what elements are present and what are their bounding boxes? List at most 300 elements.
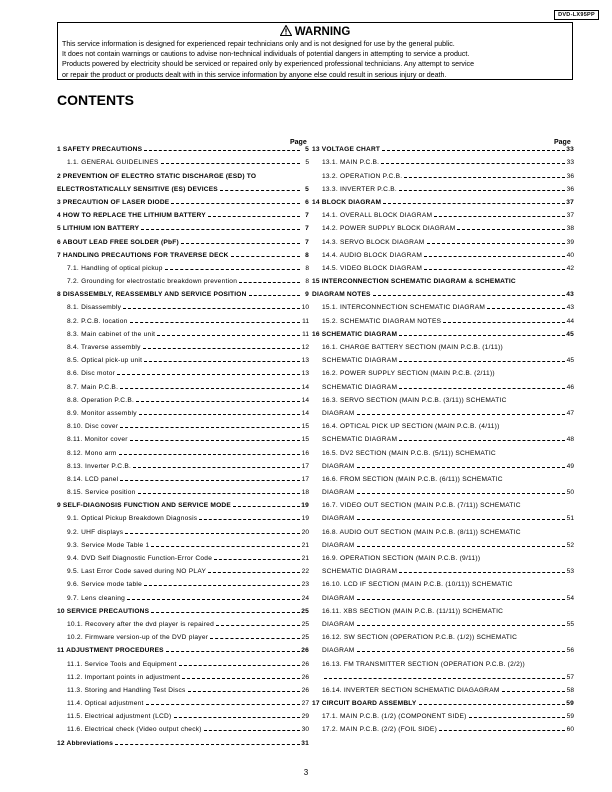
toc-entry[interactable] [57,180,309,193]
toc-entry-page: 18 [301,489,309,497]
toc-entry[interactable] [312,338,574,351]
toc-entry-page: 15 [301,423,309,431]
warning-title-text: WARNING [294,26,351,38]
toc-entry-page: 19 [301,515,309,523]
toc-entry-title: 8.11. Monitor cover [67,436,128,444]
toc-leader [208,216,300,217]
toc-entry-title: 7.1. Handling of optical pickup [67,264,163,272]
toc-entry[interactable] [57,153,309,166]
toc-leader [204,730,300,731]
toc-leader [119,454,300,455]
toc-entry-title: 7.2. Grounding for electrostatic breakdown prevention [67,278,238,286]
toc-entry-title: 11.3. Storing and Handling Test Discs [67,686,186,694]
toc-leader [419,704,565,705]
page-number: 3 [303,768,309,777]
toc-entry-page: 46 [566,383,574,391]
toc-entry-page: 52 [566,541,574,549]
toc-entry-title: 16.12. SW SECTION (OPERATION P.C.B. (1/2)) SCHEMATIC [322,634,518,642]
toc-entry-title: 8.2. P.C.B. location [67,317,128,325]
toc-entry-title: 17 CIRCUIT BOARD ASSEMBLY [312,700,417,708]
toc-entry-page: 33 [566,159,574,167]
toc-entry-page: 59 [566,700,574,708]
toc-entry[interactable] [312,153,574,166]
toc-entry-title: 8.7. Main P.C.B. [67,383,119,391]
toc-leader [487,308,565,309]
toc-entry-title: 16.1. CHARGE BATTERY SECTION (MAIN P.C.B. (1/11)) [322,344,503,351]
toc-entry-title: 16.3. SERVO SECTION (MAIN P.C.B. (3/11)) SCHEMATIC [322,396,507,404]
toc-entry-page: 15 [301,436,309,444]
toc-leader [231,256,300,257]
toc-entry-title: 3 PRECAUTION OF LASER DIODE [57,198,170,206]
toc-entry-page: 44 [566,317,574,325]
toc-entry-page: 36 [566,185,574,193]
toc-entry[interactable] [57,615,309,628]
toc-entry-title: 15 INTERCONNECTION SCHEMATIC DIAGRAM & SCHEMATIC [312,278,516,286]
toc-entry-title: 16.11. XBS SECTION (MAIN P.C.B. (11/11)) SCHEMATIC [322,607,504,615]
toc-entry-page: 54 [566,594,574,602]
toc-entry-page: 53 [566,568,574,576]
toc-entry-title: 9.2. UHF displays [67,528,124,536]
toc-entry[interactable] [57,588,309,601]
toc-entry-title: 1.1. GENERAL GUIDELINES [67,159,159,167]
toc-entry-page: 58 [566,686,574,694]
toc-entry[interactable] [312,588,574,601]
toc-entry-page: 37 [566,198,574,206]
toc-entry[interactable] [312,707,574,720]
toc-entry-title: 9.4. DVD Self Diagnostic Function-Error Code [67,555,213,562]
toc-entry-title: 17.2. MAIN P.C.B. (2/2) (FOIL SIDE) [322,726,438,734]
toc-entry-page: 26 [301,673,309,681]
toc-leader [216,625,300,626]
toc-entry[interactable] [312,443,574,456]
toc-leader [151,612,300,613]
toc-leader [143,348,300,349]
toc-entry-title: 9.1. Optical Pickup Breakdown Diagnosis [67,515,198,523]
toc-entry-page: 11 [302,330,309,338]
toc-entry-page: 47 [566,409,574,417]
toc-entry-page: 8 [305,251,309,259]
warning-box [57,22,573,80]
toc-entry[interactable] [312,219,574,232]
toc-entry-title: 9 SELF-DIAGNOSIS FUNCTION AND SERVICE MODE [57,502,231,510]
toc-entry[interactable] [312,602,574,615]
toc-entry-page: 48 [566,436,574,444]
toc-entry-page: 49 [566,462,574,470]
toc-entry-page: 21 [301,541,309,549]
toc-leader [136,401,300,402]
toc-entry-title: 16.14. INVERTER SECTION SCHEMATIC DIAGAGRAM [322,686,500,694]
toc-entry[interactable] [312,654,574,667]
toc-entry-title: 8.15. Service position [67,489,136,497]
toc-leader [138,493,300,494]
toc-entry[interactable] [312,522,574,535]
toc-entry-page: 8 [305,264,309,272]
toc-leader [249,295,300,296]
toc-entry[interactable] [57,733,309,746]
toc-entry[interactable] [57,311,309,324]
toc-leader [399,388,565,389]
toc-entry[interactable] [57,496,309,509]
toc-entry-page: 12 [301,344,309,351]
toc-entry[interactable] [57,483,309,496]
toc-entry-title: 8.5. Optical pick-up unit [67,357,143,365]
toc-leader [165,269,300,270]
toc-entry[interactable] [57,377,309,390]
toc-entry-page: 59 [566,713,574,721]
toc-entry[interactable] [312,694,574,707]
toc-leader [214,559,300,560]
toc-entry[interactable] [57,720,309,733]
toc-entry-title: 14.5. VIDEO BLOCK DIAGRAM [322,264,423,272]
toc-leader [127,599,300,600]
toc-entry-page: 16 [301,449,309,457]
toc-entry[interactable] [312,377,574,390]
toc-entry-title: 14.2. POWER SUPPLY BLOCK DIAGRAM [322,225,456,233]
toc-leader [239,282,300,283]
toc-entry[interactable] [57,193,309,206]
toc-entry[interactable] [312,457,574,470]
toc-entry[interactable] [57,470,309,483]
toc-entry-title: 9.7. Lens cleaning [67,594,126,602]
toc-leader [324,678,565,679]
toc-entry-title: DIAGRAM [322,489,355,497]
toc-entry-title: 5 LITHIUM ION BATTERY [57,225,140,233]
toc-entry-title: 11.2. Important points in adjustment [67,673,181,681]
toc-leader [141,229,300,230]
toc-entry[interactable] [312,311,574,324]
toc-entry[interactable] [312,180,574,193]
toc-entry-title: 8.3. Main cabinet of the unit [67,330,156,338]
toc-entry-title: 16.10. LCD IF SECTION (MAIN P.C.B. (10/11)) SCHEMATIC [322,581,513,589]
toc-entry-title: 11.1. Service Tools and Equipment [67,660,177,668]
toc-entry[interactable] [312,325,574,338]
toc-leader [130,440,300,441]
page-column-header-right: Page [554,139,571,146]
toc-entry-title: DIAGRAM NOTES [312,291,371,299]
toc-entry[interactable] [57,325,309,338]
toc-entry[interactable] [57,694,309,707]
toc-leader [210,638,300,639]
toc-entry-page: 5 [305,146,309,154]
toc-entry-page: 7 [305,225,309,233]
toc-entry[interactable] [57,140,309,153]
toc-entry-title: 16.7. VIDEO OUT SECTION (MAIN P.C.B. (7/11)) SCHEMATIC [322,502,521,510]
toc-leader [502,691,565,692]
toc-entry-page: 31 [301,739,309,747]
toc-leader [357,625,565,626]
toc-entry-title: SCHEMATIC DIAGRAM [322,357,398,365]
toc-entry-title: DIAGRAM [322,409,355,417]
toc-entry-page: 14 [301,383,309,391]
toc-entry-title: 13.3. INVERTER P.C.B. [322,185,398,193]
toc-entry-page: 30 [301,726,309,734]
toc-entry-title: 16.13. FM TRANSMITTER SECTION (OPERATION P.C.B. (2/2)) [322,660,525,668]
toc-entry[interactable] [57,259,309,272]
toc-entry-page: 14 [301,409,309,417]
toc-entry[interactable] [57,417,309,430]
toc-entry-page: 21 [301,555,309,562]
toc-leader [382,150,565,151]
toc-entry-title: DIAGRAM [322,594,355,602]
toc-entry[interactable] [312,562,574,575]
toc-entry[interactable] [57,166,309,179]
toc-entry-title: 8.10. Disc cover [67,423,119,431]
toc-entry-title: ELECTROSTATICALLY SENSITIVE (ES) DEVICES [57,185,218,193]
toc-entry-page: 37 [566,212,574,220]
toc-entry-title: 8.1. Disassembly [67,304,122,312]
toc-leader [174,717,300,718]
toc-entry-title: 13.1. MAIN P.C.B. [322,159,380,167]
toc-leader [133,467,300,468]
toc-entry-page: 26 [301,686,309,694]
toc-entry-title: 8.12. Mono arm [67,449,117,457]
toc-entry-page: 57 [566,673,574,681]
toc-entry[interactable] [57,272,309,285]
toc-leader [233,506,300,507]
toc-leader [181,243,300,244]
toc-entry-page: 9 [305,291,309,299]
toc-leader [179,665,300,666]
toc-leader [125,533,300,534]
toc-entry-page: 25 [301,620,309,628]
toc-entry[interactable] [312,140,574,153]
toc-leader [457,229,565,230]
toc-entry-page: 26 [301,660,309,668]
toc-entry-page: 8 [305,278,309,286]
toc-entry[interactable] [57,562,309,575]
toc-entry[interactable] [57,391,309,404]
toc-entry-title: 11.6. Electrical check (Video output check) [67,726,202,734]
toc-leader [120,480,300,481]
toc-entry-page: 27 [301,700,309,708]
toc-leader [144,361,300,362]
toc-entry-page: 7 [305,212,309,220]
toc-entry[interactable] [57,338,309,351]
toc-leader [151,546,300,547]
model-tag: DVD-LX95PP [554,10,599,20]
toc-entry[interactable] [312,272,574,285]
toc-right-column [312,140,574,733]
toc-entry-title: 13 VOLTAGE CHART [312,146,381,154]
warning-line: Products powered by electricity should be serviced or repaired only by experienced professional technicians. Any attempt to service [62,60,475,69]
toc-leader [130,322,300,323]
toc-entry[interactable] [312,509,574,522]
toc-leader [199,519,300,520]
toc-entry-page: 19 [301,502,309,510]
toc-entry[interactable] [57,430,309,443]
toc-entry-page: 5 [305,185,309,193]
toc-entry-title: 8.9. Monitor assembly [67,409,137,417]
toc-entry[interactable] [57,707,309,720]
toc-entry[interactable] [312,496,574,509]
toc-leader [357,414,565,415]
toc-entry-page: 25 [301,634,309,642]
warning-triangle-icon [280,25,292,36]
toc-entry[interactable] [312,615,574,628]
toc-entry-title: 15.1. INTERCONNECTION SCHEMATIC DIAGRAM [322,304,486,312]
toc-entry[interactable] [57,404,309,417]
toc-entry-page: 26 [301,647,309,655]
toc-leader [120,388,300,389]
toc-leader [139,414,300,415]
toc-entry[interactable] [57,654,309,667]
toc-entry[interactable] [312,430,574,443]
toc-leader [439,730,565,731]
toc-entry[interactable] [57,232,309,245]
toc-entry-page: 36 [566,172,574,180]
toc-leader [220,190,300,191]
toc-leader [182,678,300,679]
toc-entry-title: 11.4. Optical adjustment [67,700,144,708]
toc-entry[interactable] [57,298,309,311]
toc-entry-page: 40 [566,251,574,259]
toc-entry[interactable] [312,681,574,694]
toc-entry[interactable] [57,575,309,588]
toc-leader [357,519,565,520]
toc-entry[interactable] [312,285,574,298]
toc-entry-page: 20 [301,528,309,536]
toc-entry[interactable] [312,536,574,549]
toc-entry[interactable] [57,364,309,377]
toc-entry[interactable] [312,166,574,179]
toc-entry[interactable] [57,457,309,470]
toc-entry[interactable] [57,206,309,219]
toc-leader [399,190,565,191]
toc-entry[interactable] [57,509,309,522]
toc-entry[interactable] [312,575,574,588]
toc-leader [357,467,565,468]
toc-entry[interactable] [312,641,574,654]
toc-entry[interactable] [312,206,574,219]
toc-leader [399,572,565,573]
toc-entry[interactable] [57,285,309,298]
toc-entry-page: 43 [566,304,574,312]
toc-entry[interactable] [312,391,574,404]
toc-entry[interactable] [312,298,574,311]
toc-entry-page: 6 [305,198,309,206]
toc-entry-page: 11 [302,317,309,325]
toc-entry[interactable] [57,681,309,694]
toc-entry-title: DIAGRAM [322,515,355,523]
toc-entry[interactable] [57,668,309,681]
toc-entry[interactable] [312,351,574,364]
toc-entry[interactable] [57,641,309,654]
toc-leader [373,295,565,296]
toc-entry-title: 17.1. MAIN P.C.B. (1/2) (COMPONENT SIDE) [322,713,467,721]
toc-entry-title: 8.14. LCD panel [67,475,119,483]
toc-entry[interactable] [312,364,574,377]
toc-entry-title: 14.1. OVERALL BLOCK DIAGRAM [322,212,433,220]
toc-leader [424,269,565,270]
toc-entry-title: 8.8. Operation P.C.B. [67,396,135,404]
toc-leader [427,243,565,244]
toc-entry[interactable] [57,628,309,641]
toc-leader [357,493,565,494]
toc-entry-title: DIAGRAM [322,620,355,628]
toc-entry-title: SCHEMATIC DIAGRAM [322,436,398,444]
toc-entry-title: 14.4. AUDIO BLOCK DIAGRAM [322,251,423,259]
toc-entry[interactable] [57,549,309,562]
toc-entry-title: 9.6. Service mode table [67,581,143,589]
toc-entry-page: 5 [305,159,309,167]
toc-leader [399,335,565,336]
toc-entry-title: SCHEMATIC DIAGRAM [322,568,398,576]
toc-entry-page: 60 [566,726,574,734]
toc-entry[interactable] [312,549,574,562]
toc-leader [171,203,300,204]
toc-entry-page: 38 [566,225,574,233]
toc-entry-page: 17 [301,475,309,483]
toc-entry-page: 45 [566,330,574,338]
toc-entry-title: 9.3. Service Mode Table 1 [67,541,150,549]
toc-leader [399,361,565,362]
toc-entry[interactable] [312,259,574,272]
toc-entry[interactable] [312,246,574,259]
toc-entry-title: 16 SCHEMATIC DIAGRAM [312,330,398,338]
toc-leader [120,427,300,428]
toc-entry[interactable] [57,602,309,615]
toc-leader [208,572,300,573]
toc-entry-page: 13 [301,370,309,378]
toc-entry-title: 11.5. Electrical adjustment (LCD) [67,713,172,721]
toc-entry[interactable] [312,232,574,245]
toc-entry-title: 10 SERVICE PRECAUTIONS [57,607,150,615]
toc-leader [424,256,565,257]
toc-leader [404,177,565,178]
toc-leader [146,704,300,705]
toc-entry-title: 1 SAFETY PRECAUTIONS [57,146,143,154]
toc-entry[interactable] [312,470,574,483]
toc-entry[interactable] [57,246,309,259]
toc-entry[interactable] [312,417,574,430]
toc-entry[interactable] [312,628,574,641]
toc-entry-page: 29 [301,713,309,721]
toc-leader [469,717,565,718]
toc-leader [434,216,565,217]
toc-entry-page: 7 [305,238,309,246]
toc-entry-page: 51 [566,515,574,523]
toc-entry[interactable] [57,219,309,232]
toc-entry-page: 24 [301,594,309,602]
toc-leader [357,599,565,600]
toc-entry-title: 7 HANDLING PRECAUTIONS FOR TRAVERSE DECK [57,251,229,259]
toc-entry[interactable] [57,522,309,535]
toc-entry-page: 13 [301,357,309,365]
toc-entry[interactable] [312,404,574,417]
toc-entry[interactable] [312,720,574,733]
toc-entry[interactable] [312,668,574,681]
toc-entry-title: SCHEMATIC DIAGRAM [322,383,398,391]
toc-leader [443,322,565,323]
toc-entry-title: 6 ABOUT LEAD FREE SOLDER (PbF) [57,238,179,246]
toc-leader [161,163,300,164]
toc-entry[interactable] [312,483,574,496]
contents-title: CONTENTS [57,92,134,108]
toc-entry[interactable] [312,193,574,206]
toc-entry-page: 17 [301,462,309,470]
toc-entry[interactable] [57,536,309,549]
toc-entry[interactable] [57,443,309,456]
toc-entry-title: 16.9. OPERATION SECTION (MAIN P.C.B. (9/11)) [322,555,481,562]
toc-entry[interactable] [57,351,309,364]
toc-entry-page: 25 [301,607,309,615]
toc-entry-title: DIAGRAM [322,541,355,549]
toc-leader [144,585,300,586]
toc-entry-page: 42 [566,264,574,272]
warning-text [62,39,568,80]
toc-entry-page: 50 [566,489,574,497]
toc-entry-title: 11 ADJUSTMENT PROCEDURES [57,647,164,655]
